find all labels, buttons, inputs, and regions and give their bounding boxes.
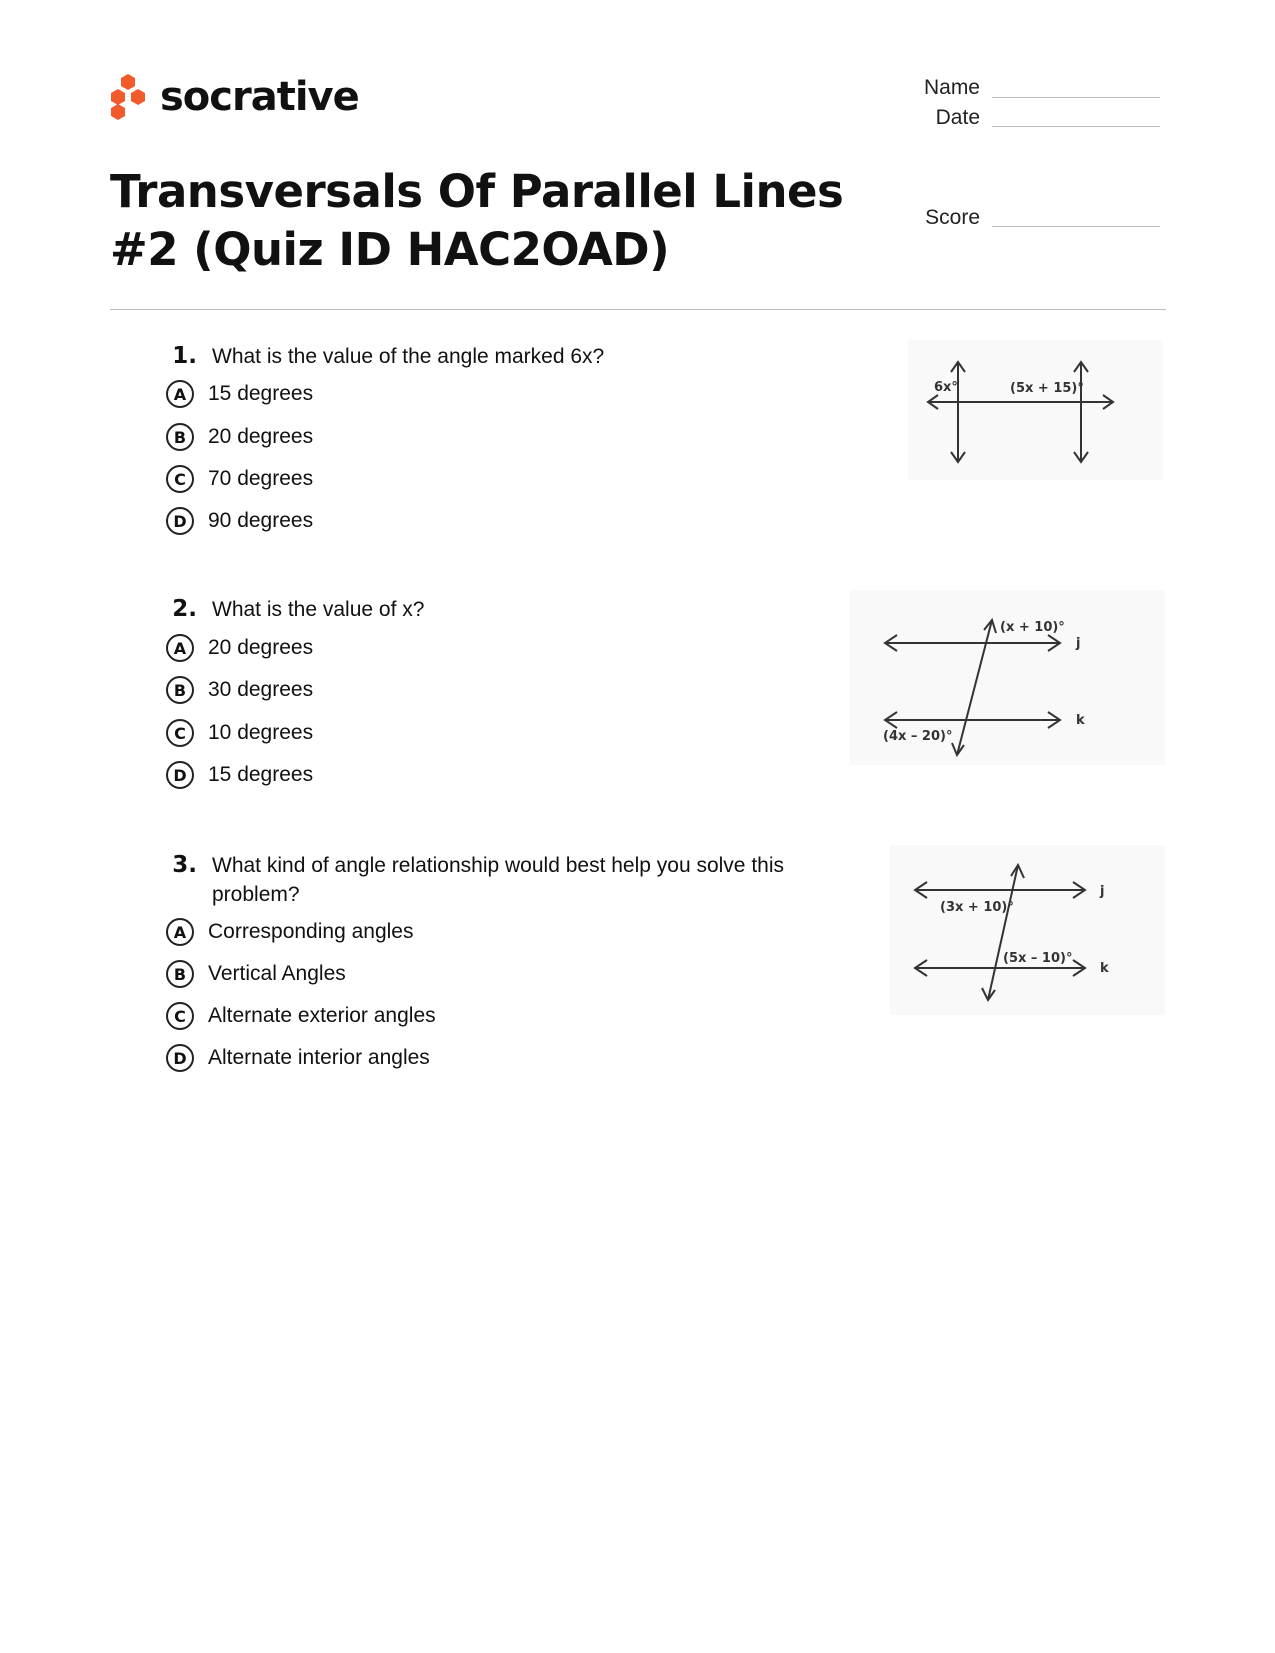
option-a[interactable] [166, 632, 313, 664]
option-text: Alternate interior angles [208, 1046, 430, 1069]
date-field[interactable] [870, 106, 980, 130]
question-number: 3. [172, 852, 197, 878]
option-a[interactable] [166, 916, 413, 948]
option-text: 30 degrees [208, 678, 314, 701]
question-text: What is the value of x? [212, 598, 425, 621]
option-d[interactable] [166, 1042, 430, 1074]
diagram-label: (5x + 15)° [1010, 381, 1084, 396]
option-letter: C [166, 465, 194, 493]
score-label: Score [925, 206, 980, 229]
option-letter: B [166, 423, 194, 451]
parallel-lines-diagram-1 [908, 340, 1163, 480]
option-letter: A [166, 634, 194, 662]
date-label: Date [935, 106, 980, 129]
option-letter: B [166, 960, 194, 988]
date-line[interactable] [992, 126, 1160, 127]
option-c[interactable] [166, 717, 313, 749]
option-text: 70 degrees [208, 467, 314, 490]
option-text: 10 degrees [208, 721, 314, 744]
question-number: 2. [172, 596, 197, 622]
page-title: Transversals Of Parallel Lines #2 (Quiz ID HAC2OAD) [110, 165, 844, 276]
question-number: 1. [172, 343, 197, 369]
socrative-logo [110, 72, 359, 122]
option-a[interactable] [166, 378, 313, 410]
logo-text: socrative [160, 74, 359, 120]
diagram-label: (5x – 10)° [1003, 951, 1073, 966]
option-letter: A [166, 380, 194, 408]
name-line[interactable] [992, 97, 1160, 98]
diagram-label: (x + 10)° [1000, 620, 1065, 635]
diagram-label: 6x° [934, 380, 958, 395]
question-text: What is the value of the angle marked 6x? [212, 345, 605, 368]
option-text: Alternate exterior angles [208, 1004, 436, 1027]
question-2-diagram [850, 590, 1165, 770]
option-text: 90 degrees [208, 509, 314, 532]
name-label: Name [923, 76, 980, 99]
option-text: Corresponding angles [208, 920, 414, 943]
option-letter: C [166, 1002, 194, 1030]
option-text: 20 degrees [208, 636, 314, 659]
parallel-lines-diagram-2 [850, 590, 1165, 765]
option-letter: D [166, 1044, 194, 1072]
option-letter: C [166, 719, 194, 747]
option-text: 20 degrees [208, 425, 314, 448]
score-field[interactable] [870, 206, 980, 230]
diagram-label: (4x – 20)° [883, 729, 953, 744]
question-1-diagram [908, 340, 1163, 485]
option-text: 15 degrees [208, 763, 314, 786]
question-3-diagram [890, 845, 1165, 1020]
option-letter: B [166, 676, 194, 704]
hexagon-logo-icon [110, 73, 146, 121]
parallel-lines-diagram-3 [890, 845, 1165, 1015]
diagram-label: (3x + 10)° [940, 900, 1014, 915]
option-letter: D [166, 761, 194, 789]
option-c[interactable] [166, 1000, 436, 1032]
option-c[interactable] [166, 463, 313, 495]
question-text: What kind of angle relationship would best help you solve this problem? [212, 854, 785, 906]
header-divider [110, 309, 1166, 310]
option-text: 15 degrees [208, 382, 314, 405]
option-letter: D [166, 507, 194, 535]
option-b[interactable] [166, 421, 313, 453]
diagram-label: k [1076, 713, 1085, 728]
diagram-label: j [1100, 884, 1105, 899]
diagram-label: j [1076, 636, 1081, 651]
option-text: Vertical Angles [208, 962, 346, 985]
option-b[interactable] [166, 674, 313, 706]
name-field[interactable] [870, 76, 980, 100]
diagram-label: k [1100, 961, 1109, 976]
option-b[interactable] [166, 958, 346, 990]
option-letter: A [166, 918, 194, 946]
option-d[interactable] [166, 759, 313, 791]
option-d[interactable] [166, 505, 313, 537]
score-line[interactable] [992, 226, 1160, 227]
